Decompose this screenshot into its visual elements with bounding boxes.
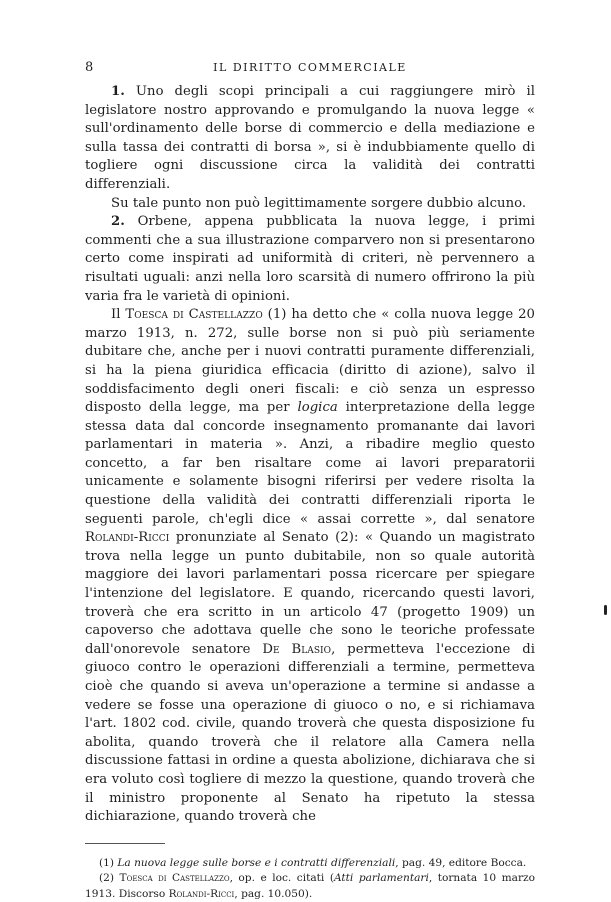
book-page bbox=[85, 60, 535, 902]
section-number-2: 2. bbox=[111, 214, 125, 230]
author-de-blasio: De Blasio bbox=[262, 641, 332, 657]
paragraph-4 bbox=[85, 306, 535, 827]
footnote-1 bbox=[85, 856, 535, 871]
footnotes bbox=[85, 856, 535, 902]
footnote-separator bbox=[85, 843, 165, 844]
paragraph-4-part-a: (1) ha detto che « colla nuova legge 20 marzo 1913, n. 272, sulle borse non si può più seriamente dubitare che, anche per i nuovi contratti puramente differenziali, si ha la piena giuridica efficacia (diritto di azione), salvo il soddisfacimento degli oneri fiscali: e ciò senza un espresso disposto della legge, ma per bbox=[85, 307, 535, 416]
footnote-2-part-c: , pag. 10.050). bbox=[234, 887, 313, 900]
footnote-1-title: La nuova legge sulle borse e i contratti differenziali bbox=[117, 856, 396, 869]
footnote-2-part-a: , op. e loc. citati ( bbox=[229, 872, 334, 885]
italic-logica: logica bbox=[297, 400, 338, 416]
paragraph-2 bbox=[85, 195, 535, 214]
scan-edge-mark bbox=[604, 605, 607, 615]
footnote-2-mark: (2) bbox=[99, 872, 115, 885]
paragraph-4-part-d: , permetteva l'eccezione di giuoco contro le operazioni differenziali a termine, permetteva cioè che quando si aveva un'operazione a termine si andasse a vedere se fosse una operazione di giuoco o no, e si richiamava l'art. 1802 cod. civile, quando troverà che questa disposizione fu abolita, quando troverà che il relatore alla Camera nella discussione fattasi in ordine a questa abolizione, dichiarava che si era voluto così togliere di mezzo la questione, quando troverà che il ministro proponente al Senato ha ripetuto la stessa dichiarazione, quando troverà che bbox=[85, 641, 536, 825]
paragraph-2-text: Su tale punto non può legittimamente sorgere dubbio alcuno. bbox=[111, 195, 527, 211]
footnote-2-part-b: , tornata 10 marzo 1913. Discorso bbox=[85, 872, 535, 900]
author-rolandi-ricci: Rolandi-Ricci bbox=[85, 530, 170, 546]
paragraph-4-part-b: interpretazione della legge stessa data dal concorde insegnamento promanante dai lavori parlamentari in materia ». Anzi, a ribadire meglio questo concetto, a far ben risaltare come ai lavori preparatorii unicamente e solamente bisogni riferirsi per vedere risolta la questione della validità dei contratti differenziali riporta le seguenti parole, ch'egli dice « assai corrette », dal senatore bbox=[85, 400, 535, 527]
running-title: IL DIRITTO COMMERCIALE bbox=[213, 61, 407, 74]
paragraph-3 bbox=[85, 213, 535, 306]
footnote-1-mark: (1) bbox=[99, 856, 115, 869]
footnote-2-author: Toesca di Castellazzo bbox=[119, 872, 230, 885]
section-number-1: 1. bbox=[111, 84, 125, 99]
footnote-2-title: Atti parlamentari bbox=[333, 872, 429, 885]
paragraph-4-pre: Il bbox=[111, 307, 121, 323]
running-header bbox=[85, 60, 535, 78]
paragraph-1 bbox=[85, 83, 535, 195]
main-text bbox=[85, 83, 535, 827]
author-toesca: Toesca di Castellazzo bbox=[125, 307, 263, 323]
paragraph-3-text: Orbene, appena pubblicata la nuova legge, i primi commenti che a sua illustrazione comparvero non si presentarono certo come inspirati ad uniformità di criteri, nè pervennero a risultati uguali: anzi nella loro scarsità di numero offrirono la più varia fra le varietà di opinioni. bbox=[85, 214, 535, 304]
paragraph-1-text: Uno degli scopi principali a cui raggiungere mirò il legislatore nostro approvando e promulgando la nuova legge « sull'ordinamento delle borse di commercio e della mediazione e sulla tassa dei contratti di borsa », si è indubbiamente quello di togliere ogni discussione circa la validità dei contratti differenziali. bbox=[85, 84, 536, 192]
footnote-2-author2: Rolandi-Ricci bbox=[168, 887, 235, 900]
footnote-2 bbox=[85, 871, 535, 902]
footnote-1-rest: , pag. 49, editore Bocca. bbox=[395, 856, 527, 869]
paragraph-4-part-c: pronunziate al Senato (2): « Quando un magistrato trova nella legge un punto dubitabile, non so quale autorità maggiore dei lavori parlamentari possa ricercare per spiegare l'intenzione del legislatore. E quando, ricercando questi lavori, troverà che era scritto in un articolo 47 (progetto 1909) un capoverso che adottava quelle che sono le teoriche professate dall'onorevole senatore bbox=[85, 530, 535, 657]
page-number: 8 bbox=[85, 60, 94, 75]
